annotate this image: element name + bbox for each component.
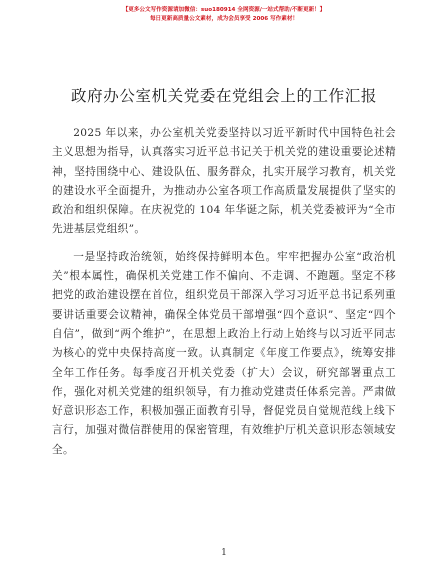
paragraph-intro: 2025 年以来，办公室机关党委坚持以习近平新时代中国特色社会主义思想为指导，认真落实习近平总书记关于机关党的建设重要论述精神，坚持围绕中心、建设队伍、服务群众，扎实开展学习教育，机关党的建设水平全面提升，为推动办公室各项工作高质量发展提供了坚实的政治和组织保障。在庆祝党的 104 年华诞之际，机关党委被评为“全市先进基层党组织”。 xyxy=(52,127,396,236)
paragraph-political-leadership: 一是坚持政治统领，始终保持鲜明本色。牢牢把握办公室“政治机关”根本属性，确保机关党建工作不偏向、不走调、不跑题。坚定不移把党的政治建设摆在首位，组织党员干部深入学习习近平总书记系列重要讲话重要会议精神，确保全体党员干部增强“四个意识”、坚定“四个自信”，做到“两个维护”，在思想上政治上行动上始终与以习近平同志为核心的党中央保持高度一致。认真制定《年度工作要点》，统筹安排全年工作任务。每季度召开机关党委（扩大）会议，研究部署重点工作，强化对机关党建的组织领导，有力推动党建责任体系完善。严肃做好意识形态工作，积极加强正面教育引导，督促党员自觉规范线上线下言行，加强对微信群使用的保密管理，有效维护厅机关意识形态领域安全。 xyxy=(52,250,396,456)
promo-banner xyxy=(0,6,448,24)
document-title: 政府办公室机关党委在党组会上的工作汇报 xyxy=(71,87,377,105)
promo-banner-line-1: 【更多公文写作资源请加微信：suo180914 全网资源/一站式帮助/不断更新！】 xyxy=(122,7,326,13)
document-body xyxy=(52,124,396,460)
page-number: 1 xyxy=(221,548,227,558)
promo-banner-line-2: 每日更新高质量公文素材，成为会员享受 2006 写作素材！ xyxy=(149,16,299,22)
